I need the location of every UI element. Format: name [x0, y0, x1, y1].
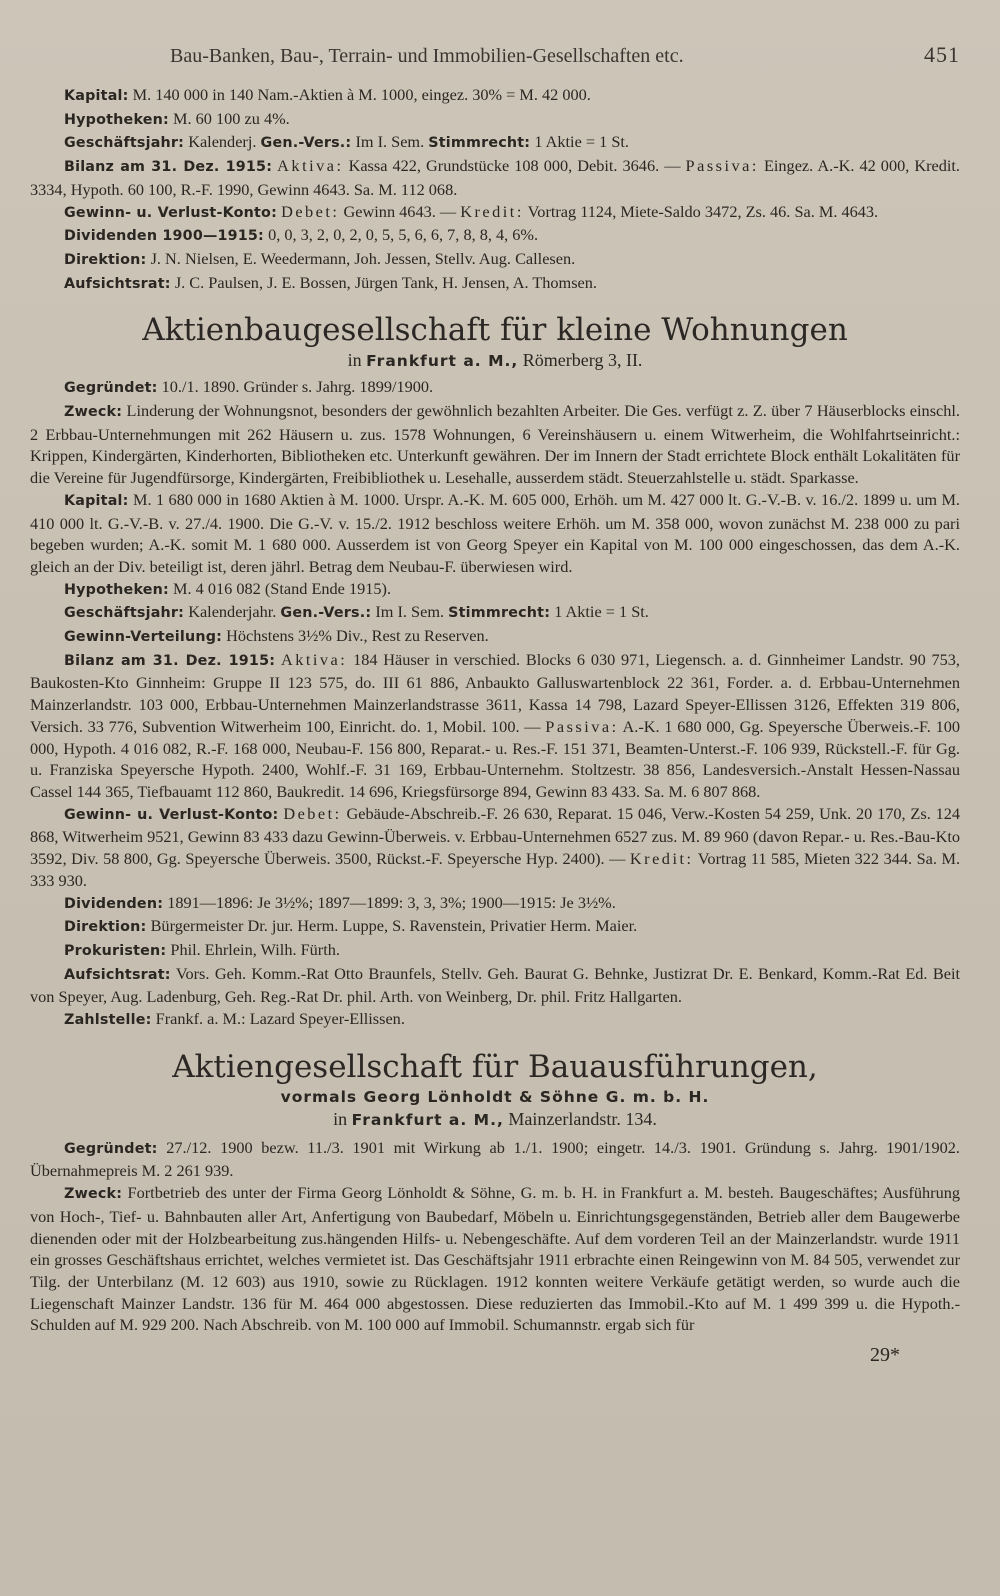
entry-aufsichtsrat: Aufsichtsrat: Vors. Geh. Komm.-Rat Otto Braunfels, Stellv. Geh. Baurat G. Behnke, Justizrat Dr. E. Benkard, Komm.-Rat Ed. Beit von Speyer, Aug. Ladenburg, Geh. Reg.-Rat Dr. phil. Arth. von Weinberg, Dr. phil. Fritz Hallgarten.: [30, 963, 960, 1007]
entry-prokuristen: Prokuristen: Phil. Ehrlein, Wilh. Fürth.: [64, 939, 340, 959]
entry-dividenden: Dividenden: 1891—1896: Je 3½%; 1897—1899: 3, 3, 3%; 1900—1915: Je 3½%.: [64, 892, 616, 912]
entry-geschaeftsjahr: Geschäftsjahr: Kalenderjahr. Gen.-Vers.: Im I. Sem. Stimmrecht: 1 Aktie = 1 St.: [64, 602, 649, 622]
section-company-3: [30, 1137, 960, 1336]
page-number: 451: [924, 42, 960, 67]
company-title: Aktiengesellschaft für Bauausführungen,: [172, 1048, 818, 1085]
section-previous-company: [30, 84, 960, 295]
entry-gegruendet: Gegründet: 10./1. 1890. Gründer s. Jahrg. 1899/1900.: [64, 377, 434, 397]
entry-kapital: Kapital: M. 1 680 000 in 1680 Aktien à M. 1000. Urspr. A.-K. M. 605 000, Erhöh. um M. 427 000 lt. G.-V.-B. v. 16./2. 1899 u. um M. 410 000 lt. G.-V.-B. v. 27./4. 1900. Die G.-V. v. 15./2. 1912 beschloss weitere Erhöh. um M. 358 000, wovon zunächst M. 238 000 zu pari begeben wurden; A.-K. somit M. 1 680 000. Ausserdem ist von Georg Speyer ein Kapital von M. 100 000 eingeschossen, das dem A.-K. gleich an der Div. beteiligt ist, deren jährl. Betrag dem Neubau-F. überwiesen wird.: [30, 489, 960, 576]
entry-gegruendet: Gegründet: 27./12. 1900 bezw. 11./3. 1901 mit Wirkung ab 1./1. 1900; eingetr. 14./3. 1901. Gründung s. Jahrg. 1901/1902. Übernahmepreis M. 2 261 939.: [30, 1137, 960, 1181]
entry-dividenden: Dividenden 1900—1915: 0, 0, 3, 2, 0, 2, 0, 5, 5, 6, 6, 7, 8, 8, 4, 6%.: [64, 225, 539, 245]
entry-direktion: Direktion: Bürgermeister Dr. jur. Herm. Luppe, S. Ravenstein, Privatier Herm. Maier.: [64, 916, 638, 936]
entry-kapital: Kapital: M. 140 000 in 140 Nam.-Aktien à M. 1000, eingez. 30% = M. 42 000.: [64, 85, 591, 104]
entry-bilanz: Bilanz am 31. Dez. 1915: Aktiva: 184 Häuser in verschied. Blocks 6 030 971, Liegensch. a. d. Ginnheimer Landstr. 90 753, Baukosten-Kto Ginnheim: Gruppe II 123 575, do. III 61 886, Anbaukto Galluswartenblock 22 361, Forder. a. d. Erbbau-Unternehmen Mainzerlandstr. 103 000, Erbbau-Unternehmen Mainzerlandstrasse 3611, Kassa 14 798, Lazard Speyer-Ellissen 3126, Effekten 319 806, Versich. 33 776, Subvention Witwerheim 100, Einricht. do. 1, Mobil. 100. — Passiva: A.-K. 1 680 000, Gg. Speyersche Überweis.-F. 100 000, Hypoth. 4 016 082, R.-F. 168 000, Neubau-F. 156 800, Reparat.- u. Res.-F. 151 371, Beamten-Unterst.-F. 106 939, Rückstell.-F. für Gg. u. Franziska Speyersche Hypoth. 2400, Wohlf.-F. 31 169, Erbbau-Unternehm. Stoltzestr. 38 856, Landesversich.-Anstalt Hessen-Nassau Cassel 144 365, Tiefbauamt 112 860, Baukredit. 14 696, Kriegsfürsorge 894, Gewinn 83 433. Sa. M. 6 807 868.: [30, 649, 961, 801]
entry-gewinn-verteilung: Gewinn-Verteilung: Höchstens 3½% Div., Rest zu Reserven.: [64, 626, 489, 646]
company-location: in Frankfurt a. M., Römerberg 3, II.: [347, 350, 643, 371]
entry-zweck: Zweck: Fortbetrieb des unter der Firma Georg Lönholdt & Söhne, G. m. b. H. in Frankfurt a. M. besteh. Baugeschäftes; Ausführung von Hoch-, Tief- u. Bahnbauten aller Art, Anfertigung von Baubedarf, Möbeln u. Einrichtungsgegenständen, Betrieb aller dem Baugewerbe dienenden oder mit der Holzbearbeitung zus.hängenden Hilfs- u. Nebengeschäfte. Auf dem vorderen Teil an der Mainzerlandstr. wurde 1911 ein grosses Geschäftshaus errichtet, welches vermietet ist. Das Geschäftsjahr 1911 erbrachte einen Reingewinn von M. 84 505, verwendet zur Tilg. der Unterbilanz (M. 12 603) aus 1910, sowie zu Rücklagen. 1912 konnten weitere Verkäufe getätigt werden, so wurde auch die Liegenschaft Mainzer Landstr. 136 für M. 464 000 abgestossen. Diese reduzierten das Immobil.-Kto auf M. 1 499 399 u. die Hypoth.-Schulden auf M. 929 200. Nach Abschreib. von M. 100 000 auf Immobil. Schumannstr. ergab sich für: [30, 1183, 960, 1335]
section-company-2: [30, 376, 960, 1031]
signature-mark: 29*: [870, 1344, 900, 1367]
entry-hypotheken: Hypotheken: M. 4 016 082 (Stand Ende 1915).: [64, 578, 392, 598]
entry-aufsichtsrat: Aufsichtsrat: J. C. Paulsen, J. E. Bossen, Jürgen Tank, H. Jensen, A. Thomsen.: [64, 272, 597, 292]
company-location: in Frankfurt a. M., Mainzerlandstr. 134.: [333, 1108, 657, 1129]
entry-direktion: Direktion: J. N. Nielsen, E. Weedermann, Joh. Jessen, Stellv. Aug. Callesen.: [64, 248, 576, 268]
entry-bilanz: Bilanz am 31. Dez. 1915: Aktiva: Kassa 422, Grundstücke 108 000, Debit. 3646. — Passiva: Eingez. A.-K. 42 000, Kredit. 3334, Hypoth. 60 100, R.-F. 1990, Gewinn 4643. Sa. M. 112 068.: [30, 156, 960, 199]
company-former-name: vormals Georg Lönholdt & Söhne G. m. b. H.: [280, 1087, 710, 1106]
entry-gewinn-verlust: Gewinn- u. Verlust-Konto: Debet: Gebäude-Abschreib.-F. 26 630, Reparat. 15 046, Verw.-Kosten 54 259, Unk. 20 170, Zs. 124 868, Witwerheim 9521, Gewinn 83 433 dazu Gewinn-Überweis. v. Erbbau-Unternehmen 6527 zus. M. 89 960 (davon Repar.- u. Res.-Bau-Kto 3592, Div. 58 800, Gg. Speyersche Überweis. 3500, Rückst.-F. Speyersche Hyp. 2400). — Kredit: Vortrag 11 585, Mieten 322 344. Sa. M. 333 930.: [30, 803, 961, 890]
entry-zweck: Zweck: Linderung der Wohnungsnot, besonders der gewöhnlich bezahlten Arbeiter. Die Ges. verfügt z. Z. über 7 Häuserblocks einschl. 2 Erbbau-Unternehmungen mit 262 Häusern u. zus. 1578 Wohnungen, 6 Vereinshäusern u. einem Witwerheim, die Wohlfahrtseinricht.: Krippen, Kindergärten, Kinderhorten, Bibliotheken etc. Unterkunft gewähren. Der im Innern der Stadt errichtete Block enthält Lokalitäten für die Vereine für Jugendfürsorge, Kindergärten, Freibibliothek u. Lesehalle, ausserdem städt. Steuerzahlstelle u. städt. Sparkasse.: [30, 401, 960, 488]
entry-geschaeftsjahr: Geschäftsjahr: Kalenderj. Gen.-Vers.: Im I. Sem. Stimmrecht: 1 Aktie = 1 St.: [64, 132, 629, 152]
entry-hypotheken: Hypotheken: M. 60 100 zu 4%.: [64, 108, 290, 128]
running-header: [30, 42, 960, 78]
entry-gewinn-verlust: Gewinn- u. Verlust-Konto: Debet: Gewinn 4643. — Kredit: Vortrag 1124, Miete-Saldo 3472, Zs. 46. Sa. M. 4643.: [64, 201, 879, 221]
company-title: Aktienbaugesellschaft für kleine Wohnungen: [142, 312, 848, 349]
running-title: Bau-Banken, Bau-, Terrain- und Immobilien-Gesellschaften etc.: [170, 45, 684, 67]
entry-zahlstelle: Zahlstelle: Frankf. a. M.: Lazard Speyer-Ellissen.: [64, 1009, 405, 1029]
